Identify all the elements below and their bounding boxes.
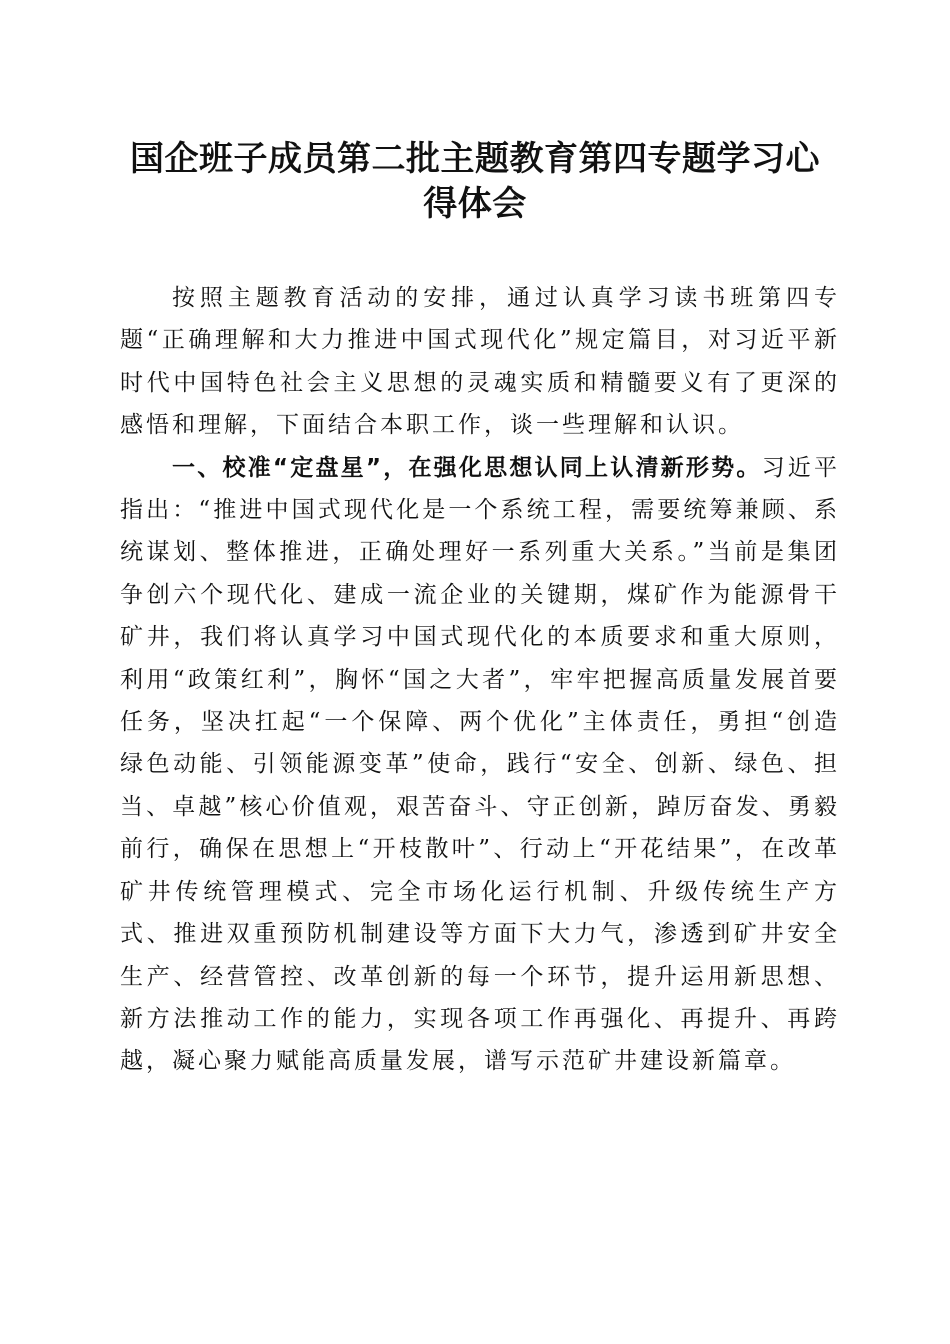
title-line-2: 得体会 [423, 184, 527, 224]
paragraph-intro-text: 按照主题教育活动的安排，通过认真学习读书班第四专题“正确理解和大力推进中国式现代化”规定篇目，对习近平新时代中国特色社会主义思想的灵魂实质和精髓要义有了更深的感悟和理解，下面结合本职工作，谈一些理解和认识。 [120, 285, 840, 439]
section-1-text: 习近平指出：“推进中国式现代化是一个系统工程，需要统筹兼顾、系统谋划、整体推进，正确处理好一系列重大关系。”当前是集团争创六个现代化、建成一流企业的关键期，煤矿作为能源骨干矿井，我们将认真学习中国式现代化的本质要求和重大原则，利用“政策红利”，胸怀“国之大者”，牢牢把握高质量发展首要任务，坚决扛起“一个保障、两个优化”主体责任，勇担“创造绿色动能、引领能源变革”使命，践行“安全、创新、绿色、担当、卓越”核心价值观，艰苦奋斗、守正创新，踔厉奋发、勇毅前行，确保在思想上“开枝散叶”、行动上“开花结果”，在改革矿井传统管理模式、完全市场化运行机制、升级传统生产方式、推进双重预防机制建设等方面下大力气，渗透到矿井安全生产、经营管控、改革创新的每一个环节，提升运用新思想、新方法推动工作的能力，实现各项工作再强化、再提升、再跨越，凝心聚力赋能高质量发展，谱写示范矿井建设新篇章。 [120, 454, 841, 1075]
document-title [100, 137, 850, 227]
section-1-heading: 一、校准“定盘星”，在强化思想认同上认清新形势。 [172, 454, 762, 481]
title-line-1: 国企班子成员第二批主题教育第四专题学习心 [130, 139, 820, 179]
paragraph-intro [120, 277, 840, 447]
document-body [120, 277, 840, 1083]
paragraph-section-1 [120, 447, 840, 1083]
